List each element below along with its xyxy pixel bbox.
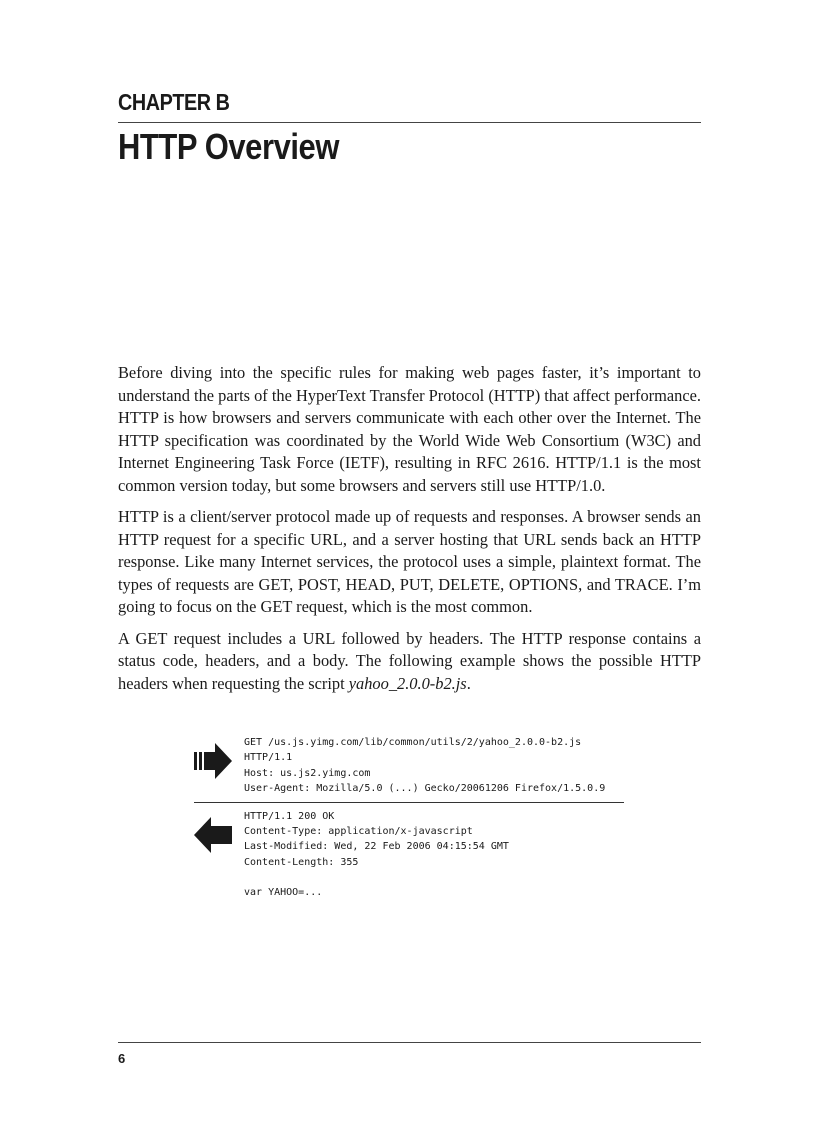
- http-response-block: [194, 809, 624, 901]
- response-line: Content-Length: 355: [244, 856, 359, 868]
- chapter-rule: [118, 122, 701, 123]
- paragraph-text-end: .: [466, 673, 471, 693]
- body-text: [118, 362, 701, 704]
- response-line: Last-Modified: Wed, 22 Feb 2006 04:15:54 GMT: [244, 841, 509, 853]
- request-line: GET /us.js.yimg.com/lib/common/utils/2/yahoo_2.0.0-b2.js: [244, 737, 582, 748]
- chapter-title: HTTP Overview: [118, 126, 339, 167]
- page-number: 6: [118, 1051, 126, 1066]
- left-arrow-icon: [194, 815, 232, 855]
- paragraph: Before diving into the specific rules for making web pages faster, it’s important to understand the parts of the HyperText Transfer Protocol (HTTP) that affect performance. HTTP is how browsers and servers communicate with each other over the Internet. The HTTP specification was coordinated by the World Wide Web Consortium (W3C) and Internet Engineering Task Force (IETF), resulting in RFC 2616. HTTP/1.1 is the most common version today, but some browsers and servers still use HTTP/1.0.: [118, 363, 701, 495]
- exchange-divider: [194, 802, 624, 803]
- right-arrow-icon: [194, 741, 232, 781]
- http-exchange-example: [194, 735, 624, 901]
- paragraph-text: A GET request includes a URL followed by headers. The HTTP response contains a status code, headers, and a body. The following example shows the possible HTTP headers when requesting the script: [118, 628, 701, 693]
- request-line: User-Agent: Mozilla/5.0 (...) Gecko/20061206 Firefox/1.5.0.9: [244, 783, 606, 795]
- request-line: Host: us.js2.yimg.com: [244, 767, 371, 779]
- script-filename: yahoo_2.0.0-b2.js: [348, 673, 467, 693]
- response-body-line: var YAHOO=...: [244, 887, 323, 899]
- footer-rule: [118, 1042, 701, 1043]
- http-request-block: [194, 735, 624, 797]
- paragraph: HTTP is a client/server protocol made up of requests and responses. A browser sends an HTTP request for a specific URL, and a server hosting that URL sends back an HTTP response. Like many Internet services, the protocol uses a simple, plaintext format. The types of requests are GET, POST, HEAD, PUT, DELETE, OPTIONS, and TRACE. I’m going to focus on the GET request, which is the most common.: [118, 507, 701, 616]
- response-line: Content-Type: application/x-javascript: [244, 826, 473, 838]
- chapter-label: CHAPTER B: [118, 89, 230, 115]
- response-line: HTTP/1.1 200 OK: [244, 810, 335, 822]
- request-line: HTTP/1.1: [244, 752, 293, 764]
- code-blank-line: [244, 870, 624, 885]
- paragraph: [118, 628, 701, 696]
